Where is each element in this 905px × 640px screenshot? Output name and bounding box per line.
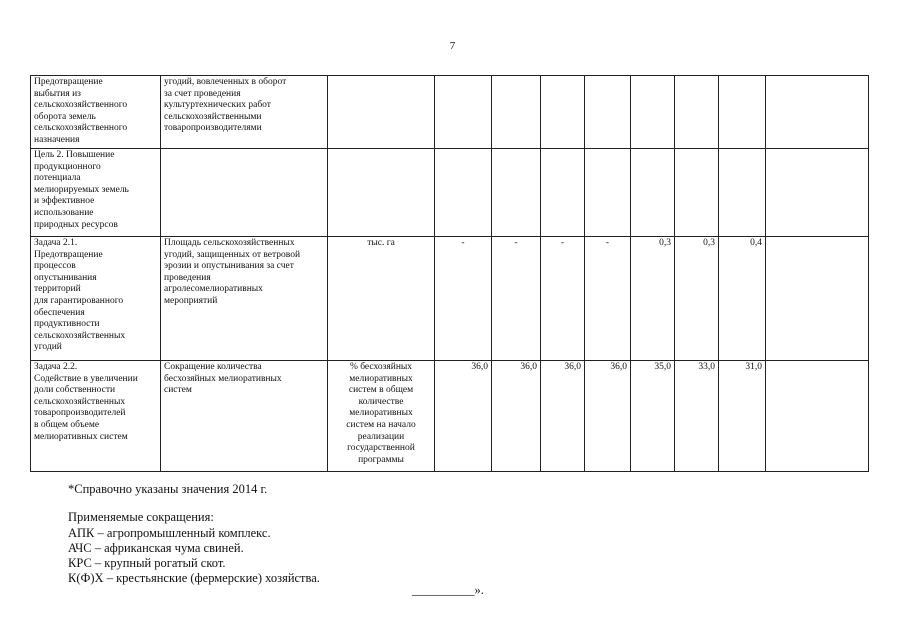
value-cell: 36,0 — [541, 361, 585, 472]
abbreviations-title: Применяемые сокращения: — [68, 510, 214, 524]
value-cell: - — [541, 237, 585, 361]
table-body — [31, 76, 869, 472]
closing-line: __________». — [412, 583, 484, 597]
value-cell: 0,4 — [719, 237, 766, 361]
unit-cell — [328, 149, 435, 237]
abbreviation-item: АЧС – африканская чума свиней. — [68, 541, 244, 555]
value-cell: - — [435, 237, 492, 361]
page-number: 7 — [449, 40, 456, 52]
value-cell — [766, 361, 869, 472]
value-cell — [585, 76, 631, 149]
value-cell — [492, 76, 541, 149]
value-cell — [719, 76, 766, 149]
value-cell: 36,0 — [492, 361, 541, 472]
value-cell: 0,3 — [675, 237, 719, 361]
value-cell — [435, 76, 492, 149]
abbreviation-item: АПК – агропромышленный комплекс. — [68, 526, 271, 540]
table-row — [31, 149, 869, 237]
value-cell — [492, 149, 541, 237]
footnote: *Справочно указаны значения 2014 г. — [68, 482, 268, 496]
value-cell — [585, 149, 631, 237]
value-cell — [631, 149, 675, 237]
unit-cell: тыс. га — [328, 237, 435, 361]
unit-cell — [328, 76, 435, 149]
indicators-table — [30, 75, 869, 472]
value-cell — [631, 76, 675, 149]
value-cell: - — [492, 237, 541, 361]
value-cell — [435, 149, 492, 237]
value-cell — [766, 149, 869, 237]
row-name-cell: Задача 2.1. Предотвращение процессов опустынивания территорий для гарантированного обеспечения продуктивности сельскохозяйственных угодий — [31, 237, 161, 361]
value-cell: 0,3 — [631, 237, 675, 361]
value-cell — [766, 76, 869, 149]
row-name-cell: Задача 2.2. Содействие в увеличении доли собственности сельскохозяйственных товаропроизводителей в общем объеме мелиоративных систем — [31, 361, 161, 472]
indicator-cell — [161, 149, 328, 237]
value-cell — [675, 149, 719, 237]
value-cell — [541, 149, 585, 237]
table-row — [31, 361, 869, 472]
value-cell — [719, 149, 766, 237]
indicator-cell: Сокращение количества бесхозяйных мелиоративных систем — [161, 361, 328, 472]
table-row — [31, 237, 869, 361]
abbreviations-block — [68, 510, 320, 586]
value-cell: 33,0 — [675, 361, 719, 472]
value-cell: 31,0 — [719, 361, 766, 472]
abbreviation-item: К(Ф)Х – крестьянские (фермерские) хозяйства. — [68, 571, 320, 585]
value-cell — [541, 76, 585, 149]
indicator-cell: Площадь сельскохозяйственных угодий, защищенных от ветровой эрозии и опустынивания за счет проведения агролесомелиоративных мероприятий — [161, 237, 328, 361]
row-name-cell: Цель 2. Повышение продукционного потенциала мелиорируемых земель и эффективное использование природных ресурсов — [31, 149, 161, 237]
value-cell: 36,0 — [435, 361, 492, 472]
value-cell: 35,0 — [631, 361, 675, 472]
abbreviation-item: КРС – крупный рогатый скот. — [68, 556, 226, 570]
value-cell: 36,0 — [585, 361, 631, 472]
value-cell: - — [585, 237, 631, 361]
value-cell — [675, 76, 719, 149]
value-cell — [766, 237, 869, 361]
row-name-cell: Предотвращение выбытия из сельскохозяйственного оборота земель сельскохозяйственного назначения — [31, 76, 161, 149]
table-row — [31, 76, 869, 149]
unit-cell: % бесхозяйных мелиоративных систем в общем количестве мелиоративных систем на начало реализации государственной программы — [328, 361, 435, 472]
indicator-cell: угодий, вовлеченных в оборот за счет проведения культуртехнических работ сельскохозяйственными товаропроизводителями — [161, 76, 328, 149]
